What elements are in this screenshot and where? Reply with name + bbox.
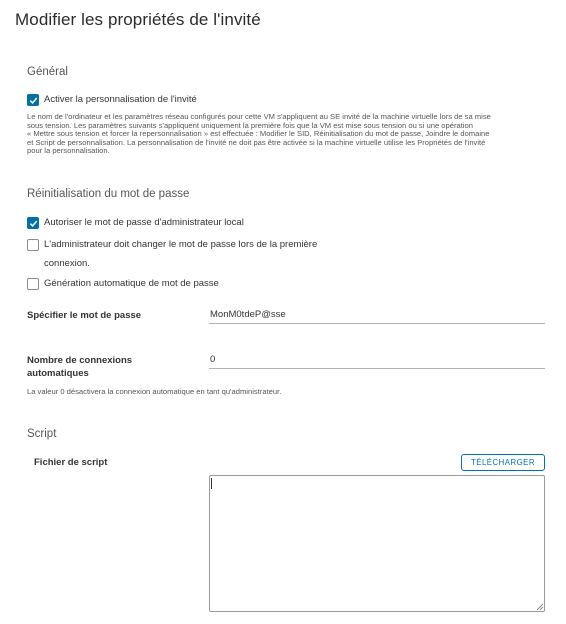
allow-local-admin-row[interactable] [27,217,244,232]
checkmark-icon [29,96,38,105]
page-title: Modifier les propriétés de l'invité [15,10,261,29]
upload-button[interactable]: TÉLÉCHARGER [461,454,545,471]
enable-customization-row[interactable] [27,94,197,109]
text-caret [211,478,212,489]
description-line: pour la personnalisation. [27,146,110,156]
auto-logon-count-label-line1: Nombre de connexions [27,355,133,366]
description-line: « Mettre sous tension et forcer la repersonnalisation » est effectuée : Modifier le SID, Réinitialisation du mot de passe, Joindre le domaine [27,129,490,139]
allow-local-admin-label: Autoriser le mot de passe d'administrateur local [44,217,244,228]
auto-generate-row[interactable] [27,278,219,293]
specify-password-label: Spécifier le mot de passe [27,310,142,321]
description-line: Le nom de l'ordinateur et les paramètres réseau configurés pour cette VM s'appliquent au SE invité de la machine virtuelle lors de sa mise [27,112,491,121]
script-file-label: Fichier de script [34,457,108,468]
admin-must-change-label [44,235,317,273]
enable-customization-checkbox[interactable] [27,94,39,106]
admin-must-change-row[interactable] [27,239,317,273]
auto-logon-hint: La valeur 0 désactivera la connexion automatique en tant qu'administrateur. [27,387,282,396]
section-heading-script: Script [27,428,57,440]
section-heading-password-reset: Réinitialisation du mot de passe [27,188,190,200]
auto-logon-count-label [27,354,132,380]
description-line: sous tension. Les paramètres suivants s'appliquent uniquement la première fois que la VM est mise sous tension ou si une opération [27,120,473,130]
section-heading-general: Général [27,66,68,78]
specify-password-input[interactable] [209,308,545,324]
auto-generate-label: Génération automatique de mot de passe [44,278,219,289]
admin-must-change-label-line2: connexion. [44,258,90,269]
auto-logon-count-input[interactable] [209,353,545,369]
description-line: et Script de personnalisation. La personnalisation de l'invité ne doit pas être activée si la machine virtuelle utilise les Propriétés de l'invité [27,137,486,147]
admin-must-change-label-line1: L'administrateur doit changer le mot de passe lors de la première [44,239,318,250]
script-textarea[interactable] [209,475,545,612]
allow-local-admin-checkbox[interactable] [27,217,39,229]
resize-grip-icon[interactable] [536,603,544,611]
admin-must-change-checkbox[interactable] [27,239,39,251]
checkmark-icon [29,219,38,228]
customization-description [27,113,559,156]
enable-customization-label: Activer la personnalisation de l'invité [44,94,197,105]
auto-generate-checkbox[interactable] [27,278,39,290]
auto-logon-count-label-line2: automatiques [27,368,89,379]
